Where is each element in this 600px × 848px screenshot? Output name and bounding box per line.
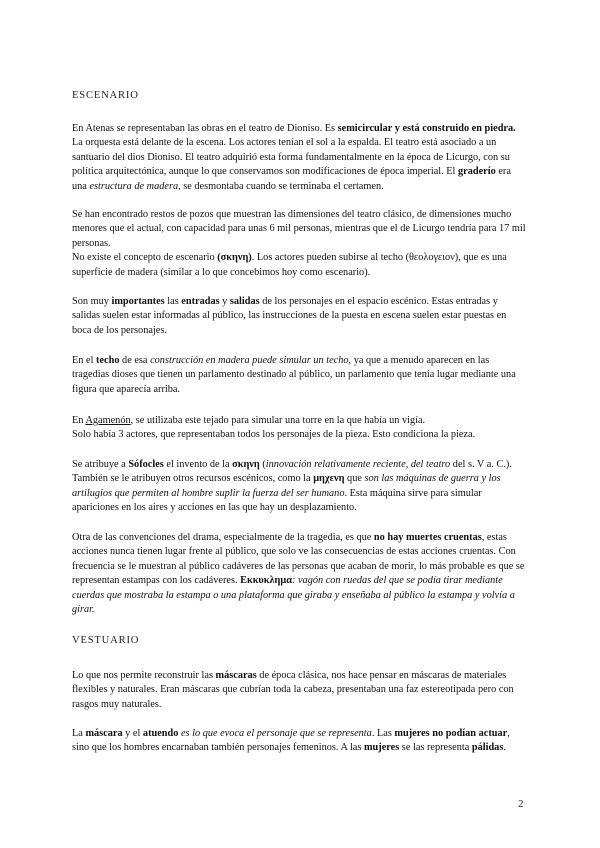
page-number: 2 <box>518 798 524 810</box>
paragraph-pozos-escenario: Se han encontrado restos de pozos que muestran las dimensiones del teatro clásico, de dimensiones mucho menores que el actual, con capacidad para unas 6 mil personas, mientras que el de Licurgo tendría para 17 mil personas. No existe el concepto de escenario (σκηνη). Los actores pueden subirse al techo (θεολογειον), que es una superficie de madera (similar a lo que concebimos hoy como escenario). <box>72 209 526 278</box>
paragraph-entradas-salidas: Son muy importantes las entradas y salidas de los personajes en el espacio escénico. Estas entradas y salidas suelen estar informadas al público, las instrucciones de la puesta en escena suelen estar puestas en boca de los personajes. <box>72 296 507 336</box>
paragraph-atuendo: La máscara y el atuendo es lo que evoca el personaje que se representa. Las mujeres no podían actuar, sino que los hombres encarnaban también personajes femeninos. A las mujeres se las representa pálidas. <box>72 728 510 754</box>
paragraph-teatro-dioniso: En Atenas se representaban las obras en el teatro de Dioniso. Es semicircular y está construido en piedra. La orquesta está delante de la escena. Los actores tenían el sol a la espalda. El teatro está asociado a un santuario del dios Dioniso. El teatro adquirió esta forma fundamentalmente en la época de Licurgo, con su política arquitectónica, aunque lo que conservamos son modificaciones de época imperial. El graderío era una estructura de madera, se desmontaba cuando se terminaba el certamen. <box>72 123 516 192</box>
agamenon-link[interactable]: Agamenón <box>85 415 131 426</box>
section-heading-vestuario: VESTUARIO <box>72 635 140 646</box>
paragraph-mascaras: Lo que nos permite reconstruir las máscaras de época clásica, nos hace pensar en máscaras de materiales flexibles y naturales. Eran máscaras que cubrían toda la cabeza, presentaban una faz estereotipada pero con rasgos muy naturales. <box>72 670 514 710</box>
paragraph-agamenon: En Agamenón, se utilizaba este tejado para simular una torre en la que había un vigía. Solo había 3 actores, que representaban todos los personajes de la pieza. Esto condiciona la pieza. <box>72 415 476 441</box>
paragraph-sofocles: Se atribuye a Sófocles el invento de la σκηνη (innovación relativamente reciente, del teatro del s. V a. C.). También se le atribuyen otros recursos escénicos, como la μηχενη que son las máquinas de guerra y los artilugios que permiten al hombre suplir la fuerza del ser humano. Esta máquina sirve para simular apariciones en los aires y acciones en las que hay un desplazamiento. <box>72 459 512 514</box>
section-heading-escenario: ESCENARIO <box>72 90 139 101</box>
paragraph-techo: En el techo de esa construcción en madera puede simular un techo, ya que a menudo aparecen en las tragedias dioses que tienen un parlamento destinado al público, un parlamento que tenía lugar mediante una figura que aparecía arriba. <box>72 355 516 395</box>
paragraph-muertes-cruentas: Otra de las convenciones del drama, especialmente de la tragedia, es que no hay muertes cruentas, estas acciones nunca tienen lugar frente al público, que solo ve las consecuencias de estas acciones cruentas. Con frecuencia se le muestran al público cadáveres de las personas que acaban de morir, lo más probable es que se representan estampas con los cadáveres. Εκκυκλημα: vagón con ruedas del que se podía tirar mediante cuerdas que mostraba la estampa o una plataforma que giraba y enseñaba al público la estampa y volvía a girar. <box>72 532 525 616</box>
